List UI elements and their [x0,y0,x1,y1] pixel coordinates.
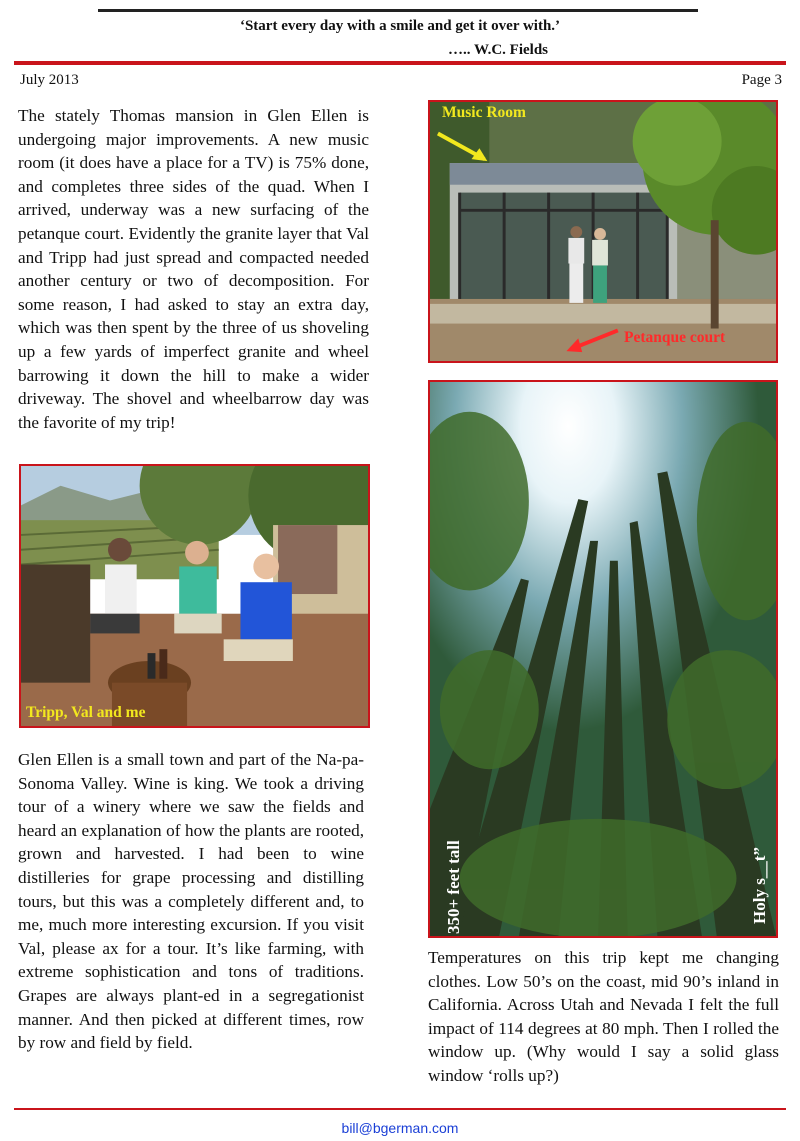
redwoods-photo [428,380,778,938]
header-divider [14,61,786,65]
holy-label: Holy s__t” [750,847,769,924]
article-paragraph-temperatures: Temperatures on this trip kept me changing clothes. Low 50’s on the coast, mid 90’s inland in California. Across Utah and Nevada I felt the full impact of 114 degrees at 80 mph. Then I rolled the window up. (Why would I say a solid glass window ‘rolls up?) [428,948,779,1085]
issue-date: July 2013 [20,72,79,88]
article-paragraph-mansion: The stately Thomas mansion in Glen Ellen is undergoing major improvements. A new music room (it does have a place for a TV) is 75% done, and completes three sides of the quad. When I arrived, underway was a new surfacing of the petanque court. Evidently the granite layer that Val and Tripp had just spread and compacted needed another century or two of decomposition. For some reason, I had asked to stay an extra day, which was then spent by the three of us shoveling up a few yards of imperfect granite and wheel barrowing it down the hill to make a wider driveway. The shovel and wheelbarrow day was the favorite of my trip! [18,106,369,432]
footer-email-link[interactable]: bill@bgerman.com [341,1120,459,1136]
group-photo-caption: Tripp, Val and me [26,704,146,721]
footer-divider [14,1108,786,1110]
header-quote: ‘Start every day with a smile and get it over with.’ [239,18,561,34]
music-room-label: Music Room [442,104,526,121]
group-photo [19,464,370,728]
top-rule [98,9,698,12]
petanque-court-label: Petanque court [624,329,726,346]
tree-height-label: 350+ feet tall [444,840,463,934]
group-illustration [21,466,368,726]
article-paragraph-glen-ellen: Glen Ellen is a small town and part of the Na-pa-Sonoma Valley. Wine is king. We took a driving tour of a winery where we saw the fields and heard an explanation of how the plants are rooted, grown and harvested. I had been to wine distilleries for grape processing and distilling tours, but this was a completely different and, to me, much more interesting excursion. If you visit Val, please ax for a tour. It’s like farming, with extreme sophistication and tons of traditions. Grapes are always plant-ed in a segregationist manner. And then picked at different times, row by row and field by field. [18,750,364,1053]
music-room-illustration [430,102,776,361]
redwoods-illustration [430,382,776,936]
quote-attribution: ….. W.C. Fields [448,42,549,58]
music-room-photo [428,100,778,363]
page-number: Page 3 [741,72,782,88]
